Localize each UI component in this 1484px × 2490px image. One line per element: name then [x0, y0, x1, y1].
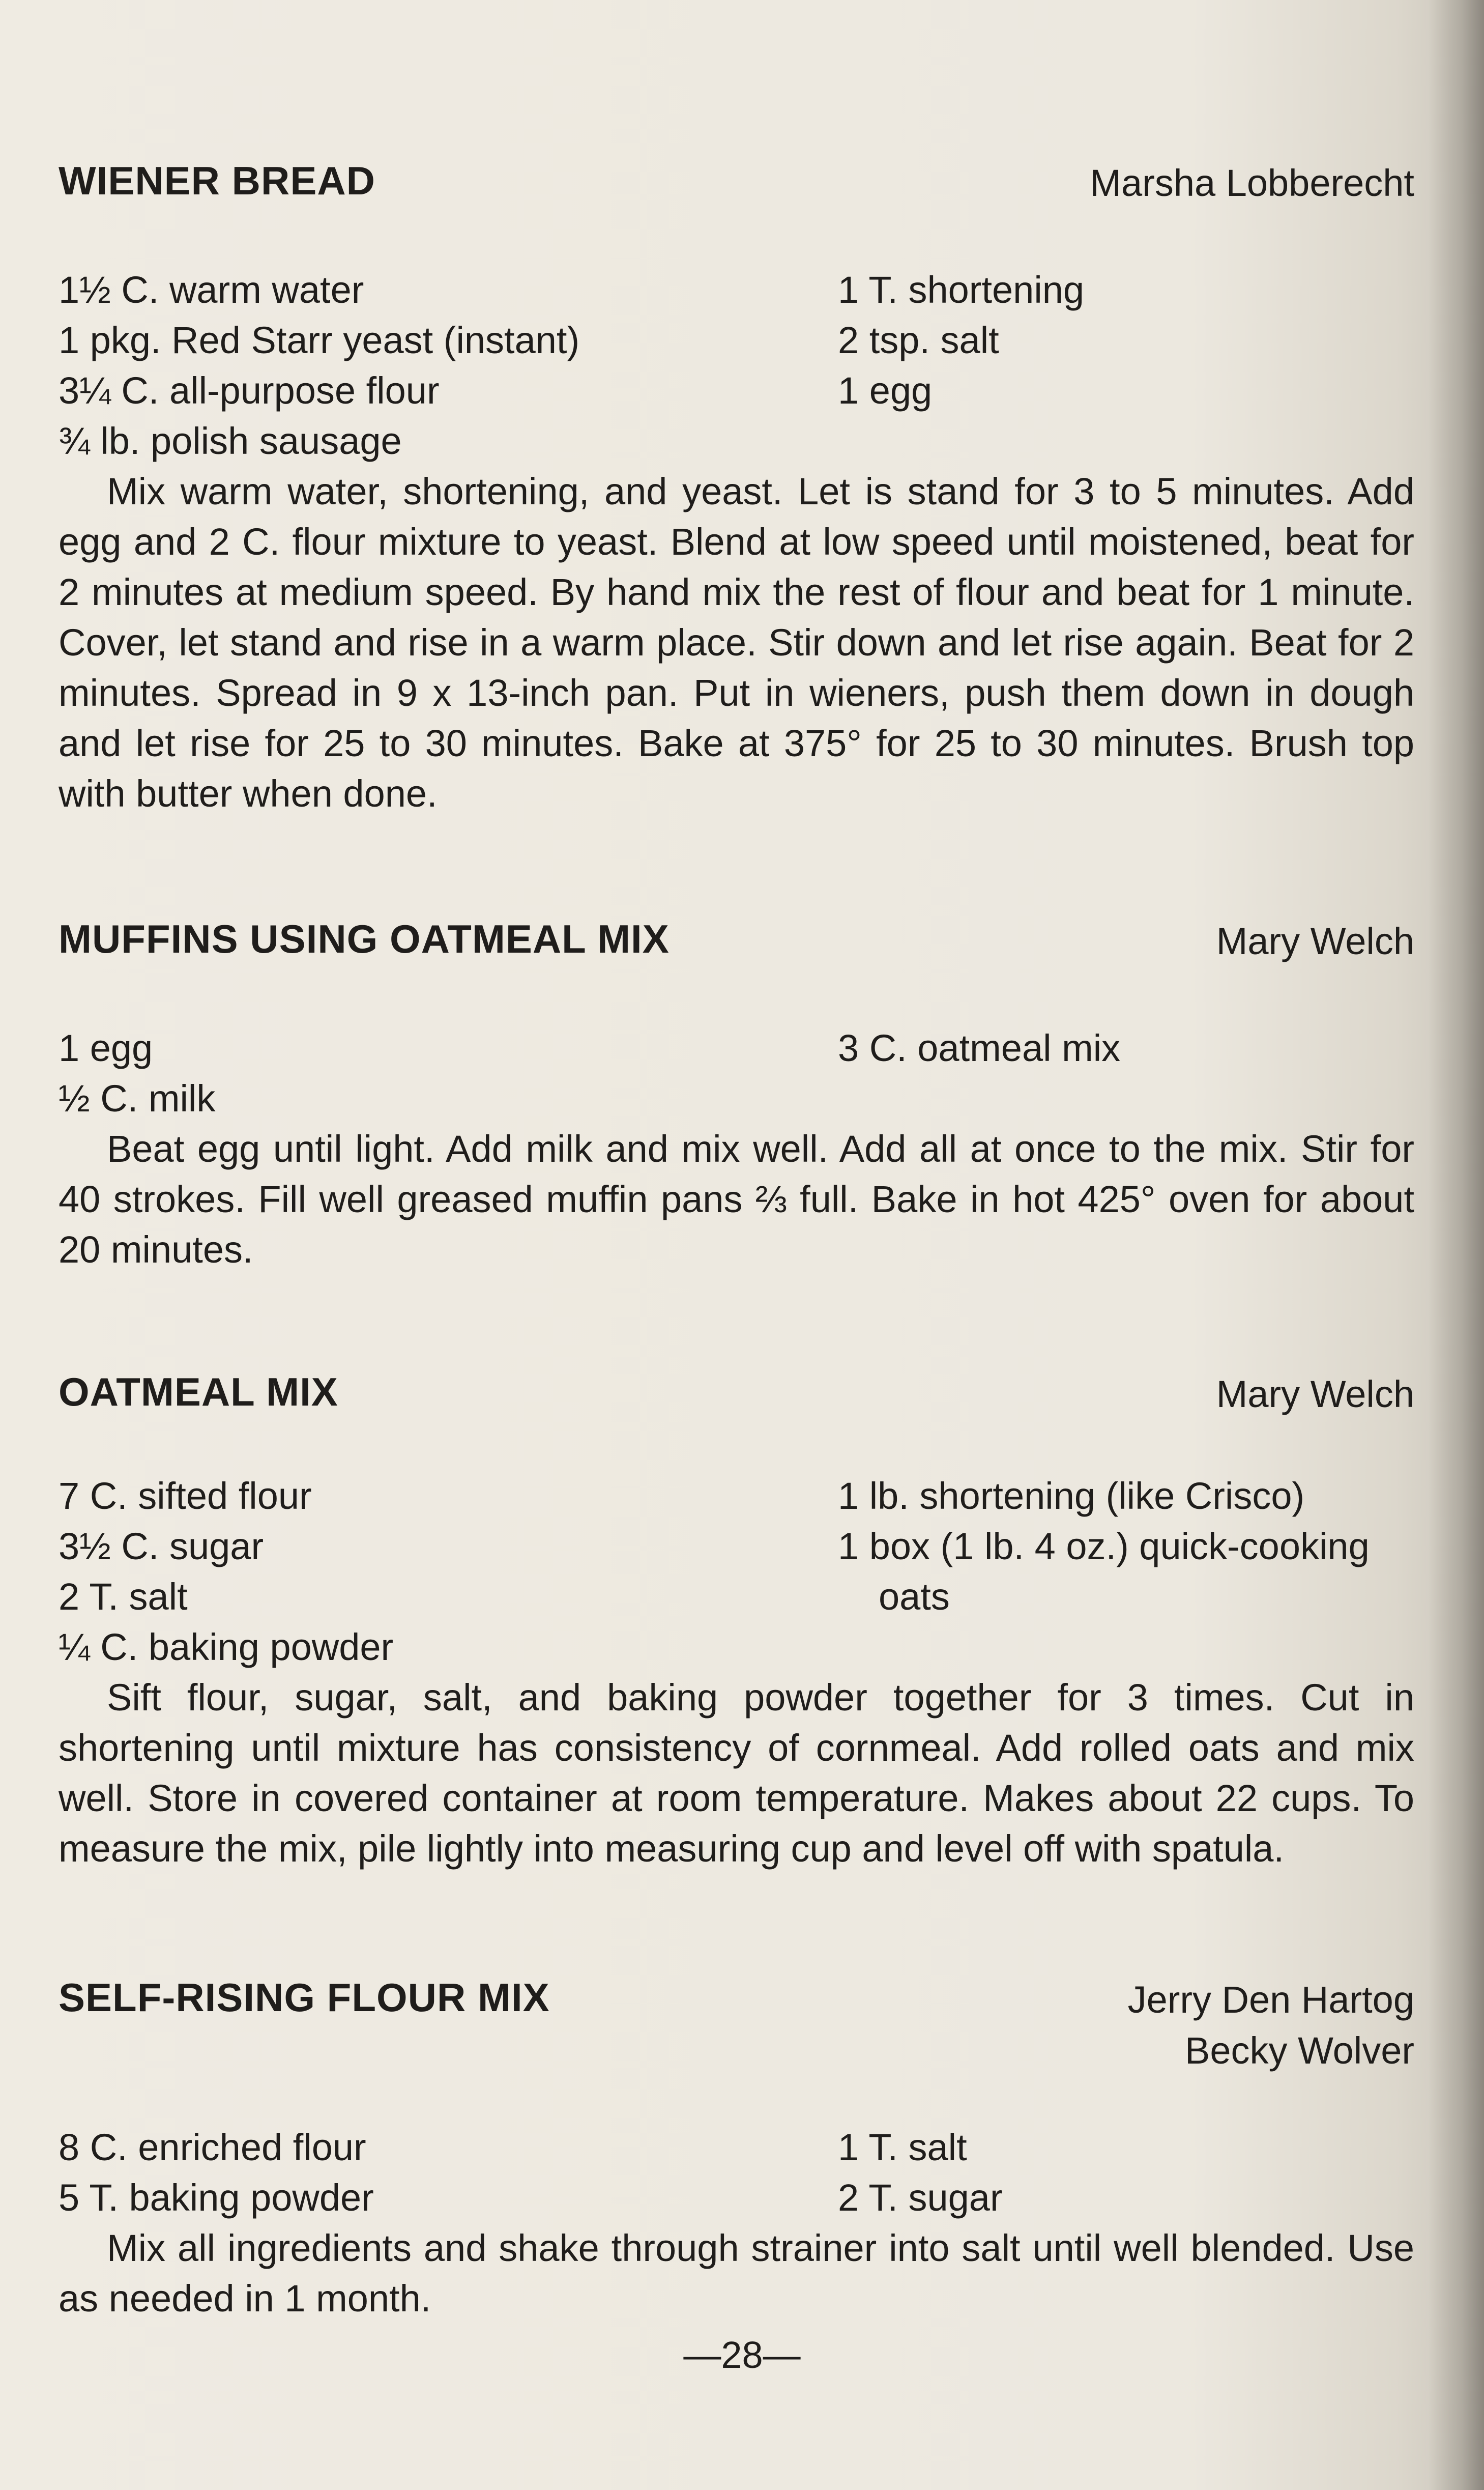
recipe-author: Marsha Lobberecht — [1090, 162, 1414, 204]
ingredient: oats — [879, 1576, 950, 1618]
recipe-author: Mary Welch — [1216, 920, 1414, 962]
ingredient-list — [59, 2122, 1414, 2223]
recipe-author: Mary Welch — [1216, 1373, 1414, 1415]
recipe-title: WIENER BREAD — [59, 158, 376, 203]
recipe-muffins-using-oatmeal-mix — [59, 916, 1414, 1275]
ingredient-column-left — [59, 2122, 822, 2223]
ingredient: 5 T. baking powder — [59, 2177, 374, 2219]
ingredient: 2 T. salt — [59, 1576, 188, 1618]
ingredient-list — [59, 1023, 1414, 1124]
recipe-title: SELF-RISING FLOUR MIX — [59, 1975, 550, 2020]
recipe-header — [59, 1369, 1414, 1425]
ingredient-column-right — [838, 2122, 1448, 2223]
ingredient: 1 box (1 lb. 4 oz.) quick-cooking — [838, 1525, 1370, 1567]
ingredient: 3 C. oatmeal mix — [838, 1027, 1121, 1069]
ingredient-column-left — [59, 1023, 822, 1124]
ingredient-list — [59, 265, 1414, 466]
ingredient: 1½ C. warm water — [59, 269, 364, 311]
recipe-title: OATMEAL MIX — [59, 1369, 338, 1414]
ingredient: 1 pkg. Red Starr yeast (instant) — [59, 319, 580, 361]
ingredient: 1 egg — [838, 369, 933, 412]
recipe-authors — [1128, 1974, 1414, 2076]
ingredient: 8 C. enriched flour — [59, 2126, 366, 2168]
recipe-directions: Sift flour, sugar, salt, and baking powder together for 3 times. Cut in shortening until mixture has consistency of cornmeal. Add rolled oats and mix well. Store in covered container at room temperature. Makes about 22 cups. To measure the mix, pile lightly into measuring cup and level off with spatula. — [59, 1676, 1414, 1870]
ingredient: 3½ C. sugar — [59, 1525, 264, 1567]
recipe-directions: Mix warm water, shortening, and yeast. Let is stand for 3 to 5 minutes. Add egg and 2 C. flour mixture to yeast. Blend at low speed until moistened, beat for 2 minutes at medium speed. By hand mix the rest of flour and beat for 1 minute. Cover, let stand and rise in a warm place. Stir down and let rise again. Beat for 2 minutes. Spread in 9 x 13-inch pan. Put in wieners, push them down in dough and let rise for 25 to 30 minutes. Bake at 375° for 25 to 30 minutes. Brush top with butter when done. — [59, 470, 1414, 815]
recipe-header — [59, 1974, 1414, 2076]
ingredient: 1 egg — [59, 1027, 153, 1069]
recipe-directions: Beat egg until light. Add milk and mix well. Add all at once to the mix. Stir for 40 strokes. Fill well greased muffin pans ⅔ full. Bake in hot 425° oven for about 20 minutes. — [59, 1128, 1414, 1271]
ingredient-column-right — [838, 1471, 1448, 1622]
ingredient: 2 tsp. salt — [838, 319, 999, 361]
recipe-header — [59, 158, 1414, 214]
recipe-directions: Mix all ingredients and shake through strainer into salt until well blended. Use as needed in 1 month. — [59, 2227, 1414, 2320]
ingredient: 3¼ C. all-purpose flour — [59, 369, 440, 412]
recipe-wiener-bread — [59, 158, 1414, 819]
recipe-self-rising-flour-mix — [59, 1974, 1414, 2324]
ingredient-column-left — [59, 265, 822, 466]
recipe-header — [59, 916, 1414, 972]
page-number: —28— — [683, 2334, 801, 2376]
ingredient: 1 T. shortening — [838, 269, 1085, 311]
recipe-oatmeal-mix — [59, 1369, 1414, 1874]
ingredient: ¼ C. baking powder — [59, 1626, 394, 1668]
ingredient: 7 C. sifted flour — [59, 1475, 312, 1517]
ingredient: 2 T. sugar — [838, 2177, 1003, 2219]
ingredient: ¾ lb. polish sausage — [59, 420, 402, 462]
ingredient-column-left — [59, 1471, 822, 1672]
recipe-author: Jerry Den Hartog — [1127, 1979, 1414, 2021]
recipe-author: Becky Wolver — [1185, 2029, 1414, 2072]
ingredient: 1 lb. shortening (like Crisco) — [838, 1475, 1305, 1517]
ingredient-column-right — [838, 1023, 1448, 1073]
ingredient-list — [59, 1471, 1414, 1672]
ingredient-column-right — [838, 265, 1448, 416]
recipe-title: MUFFINS USING OATMEAL MIX — [59, 917, 670, 961]
ingredient: 1 T. salt — [838, 2126, 967, 2168]
ingredient: ½ C. milk — [59, 1077, 216, 1120]
